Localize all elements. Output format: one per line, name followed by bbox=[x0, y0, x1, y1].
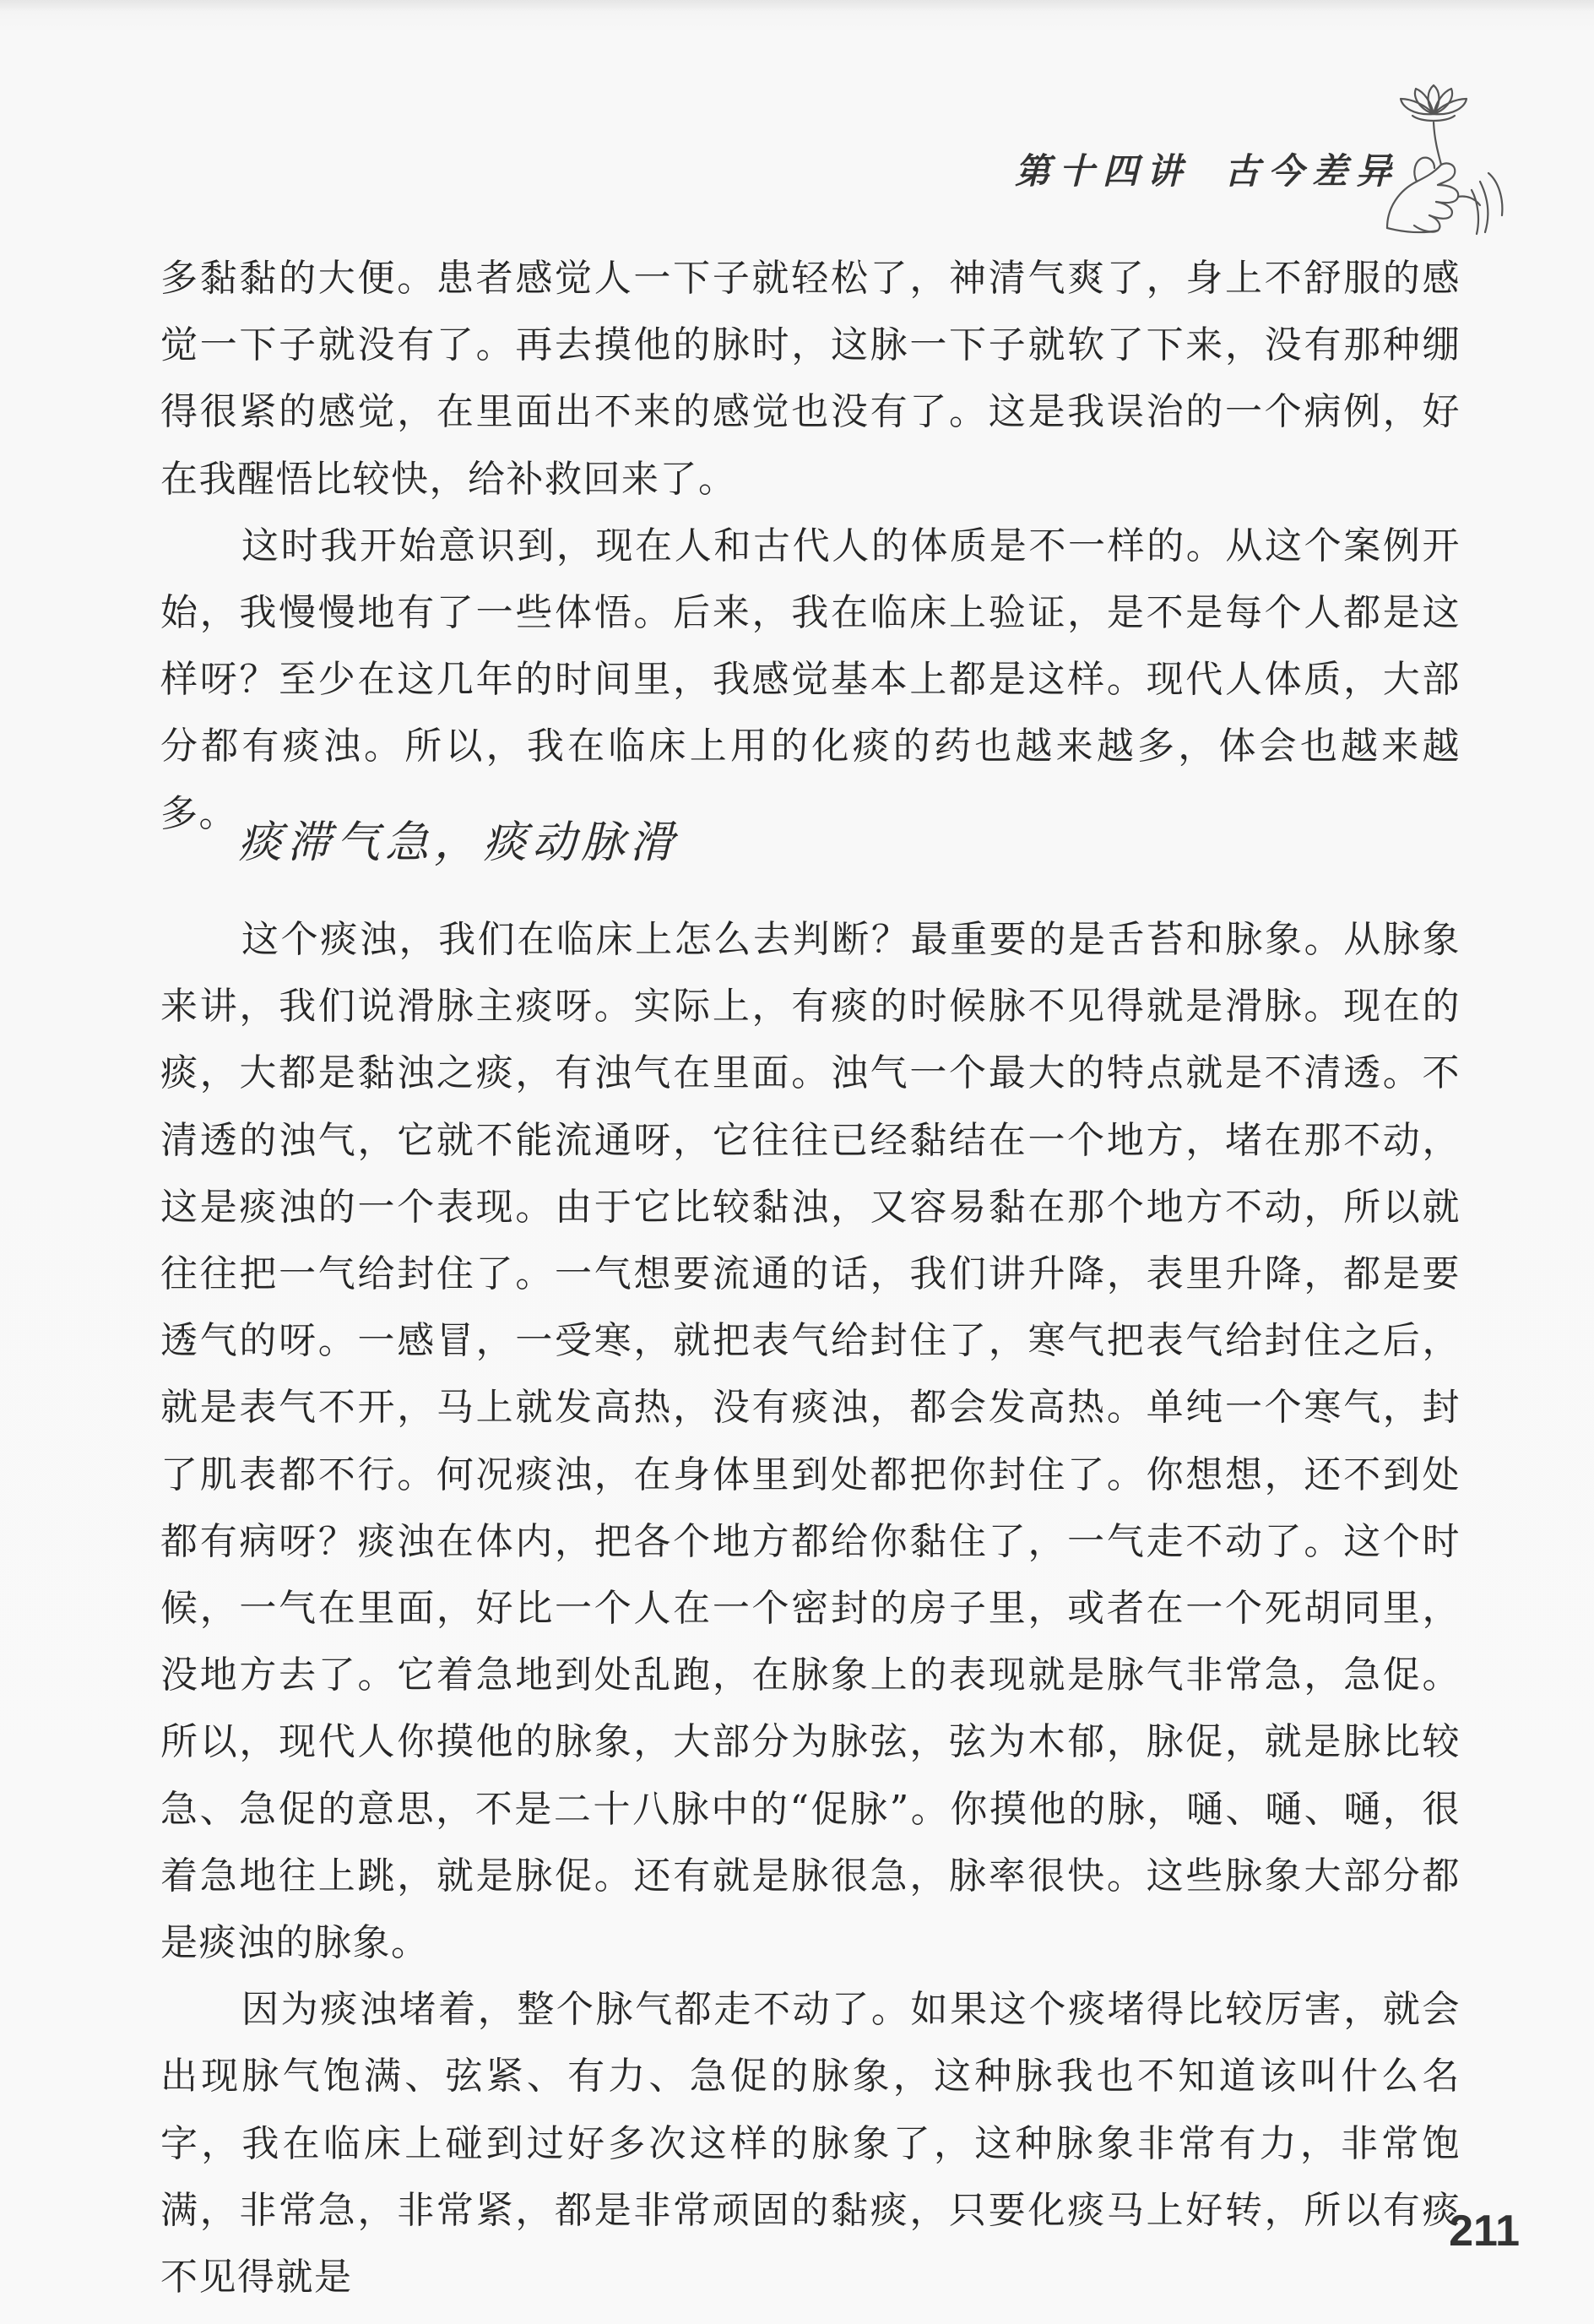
page-number: 211 bbox=[1449, 2207, 1520, 2256]
body-text-top bbox=[160, 245, 1461, 847]
paragraph: 这时我开始意识到，现在人和古代人的体质是不一样的。从这个案例开始，我慢慢地有了一些体悟。后来，我在临床上验证，是不是每个人都是这样呀？至少在这几年的时间里，我感觉基本上都是这样。现代人体质，大部分都有痰浊。所以，我在临床上用的化痰的药也越来越多，体会也越来越多。 bbox=[160, 524, 1461, 835]
page-edge-shadow bbox=[0, 0, 1594, 12]
chapter-title: 古今差异 bbox=[1223, 150, 1400, 192]
lotus-hand-icon bbox=[1353, 80, 1514, 241]
paragraph: 多黏黏的大便。患者感觉人一下子就轻松了，神清气爽了，身上不舒服的感觉一下子就没有了。再去摸他的脉时，这脉一下子就软了下来，没有那种绷得很紧的感觉，在里面出不来的感觉也没有了。这是我误治的一个病例，好在我醒悟比较快，给补救回来了。 bbox=[160, 257, 1461, 501]
chapter-label: 第十四讲 bbox=[1014, 150, 1190, 192]
section-heading: 痰滞气急，痰动脉滑 bbox=[238, 817, 680, 868]
running-head bbox=[1015, 144, 1400, 194]
paragraph: 这个痰浊，我们在临床上怎么去判断？最重要的是舌苔和脉象。从脉象来讲，我们说滑脉主痰呀。实际上，有痰的时候脉不见得就是滑脉。现在的痰，大都是黏浊之痰，有浊气在里面。浊气一个最大的特点就是不清透。不清透的浊气，它就不能流通呀，它往往已经黏结在一个地方，堵在那不动，这是痰浊的一个表现。由于它比较黏浊，又容易黏在那个地方不动，所以就往往把一气给封住了。一气想要流通的话，我们讲升降，表里升降，都是要透气的呀。一感冒，一受寒，就把表气给封住了，寒气把表气给封住之后，就是表气不开，马上就发高热，没有痰浊，都会发高热。单纯一个寒气，封了肌表都不行。何况痰浊，在身体里到处都把你封住了。你想想，还不到处都有病呀？痰浊在体内，把各个地方都给你黏住了，一气走不动了。这个时候，一气在里面，好比一个人在一个密封的房子里，或者在一个死胡同里，没地方去了。它着急地到处乱跑，在脉象上的表现就是脉气非常急，急促。所以，现代人你摸他的脉象，大部分为脉弦，弦为木郁，脉促，就是脉比较急、急促的意思，不是二十八脉中的“促脉”。你摸他的脉，嗵、嗵、嗵，很着急地往上跳，就是脉促。还有就是脉很急，脉率很快。这些脉象大部分都是痰浊的脉象。 bbox=[160, 918, 1461, 1965]
body-text-bottom bbox=[160, 906, 1461, 2310]
paragraph: 因为痰浊堵着，整个脉气都走不动了。如果这个痰堵得比较厉害，就会出现脉气饱满、弦紧、有力、急促的脉象，这种脉我也不知道该叫什么名字，我在临床上碰到过好多次这样的脉象了，这种脉象非常有力，非常饱满，非常急，非常紧，都是非常顽固的黏痰，只要化痰马上好转，所以有痰不见得就是 bbox=[160, 1988, 1461, 2300]
